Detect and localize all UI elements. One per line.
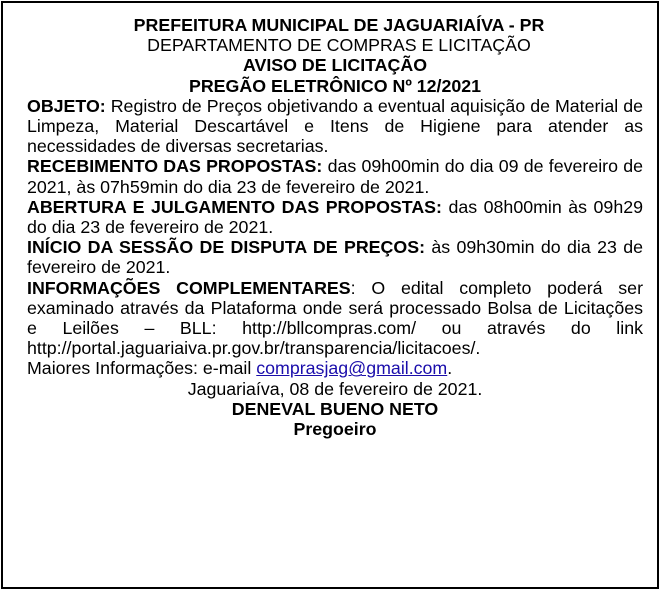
place-date: Jaguariaíva, 08 de fevereiro de 2021. [187, 378, 483, 399]
inicio-label: INÍCIO DA SESSÃO DE DISPUTA DE PREÇOS: [27, 237, 425, 258]
objeto-text: Registro de Preços objetivando a eventual aquisição de Material de Limpeza, Material Descartável e Itens de Higiene para atender as necessidades de diversas secretarias. [27, 95, 643, 157]
email-link[interactable]: comprasjag@gmail.com [256, 358, 448, 379]
objeto-paragraph [27, 96, 643, 157]
inicio-text: às 09h30min do dia 23 de fevereiro de 2021. [27, 237, 643, 278]
department-name: DEPARTAMENTO DE COMPRAS E LICITAÇÃO [147, 35, 531, 56]
informacoes-paragraph [27, 278, 643, 359]
signatory-role: Pregoeiro [293, 419, 377, 440]
inicio-paragraph [27, 237, 643, 277]
recebimento-label: RECEBIMENTO DAS PROPOSTAS: [27, 156, 323, 177]
licitation-notice [1, 1, 659, 589]
contact-suffix: . [447, 358, 453, 379]
procedure-number: PREGÃO ELETRÔNICO Nº 12/2021 [188, 75, 482, 96]
recebimento-text: das 09h00min do dia 09 de fevereiro de 2021, às 07h59min do dia 23 de fevereiro de 2021. [27, 156, 643, 197]
institution-title: PREFEITURA MUNICIPAL DE JAGUARIAÍVA - PR [133, 15, 545, 35]
informacoes-text: : O edital completo poderá ser examinado através da Plataforma onde será processado Bolsa de Licitações e Leilões – BLL: http://bllcompras.com/ ou através do link http://portal.jaguariaiva.pr.gov.br/transparencia/licitacoes/. [27, 277, 643, 359]
signatory-name: DENEVAL BUENO NETO [231, 398, 439, 419]
contact-line [27, 358, 643, 378]
informacoes-label: INFORMAÇÕES COMPLEMENTARES [27, 277, 351, 298]
notice-content [27, 15, 643, 439]
abertura-label: ABERTURA E JULGAMENTO DAS PROPOSTAS: [27, 196, 442, 217]
abertura-paragraph [27, 197, 643, 237]
contact-prefix: Maiores Informações: e-mail [27, 358, 257, 379]
recebimento-paragraph [27, 156, 643, 196]
notice-type: AVISO DE LICITAÇÃO [242, 55, 428, 76]
abertura-text: das 08h00min às 09h29 do dia 23 de fevereiro de 2021. [27, 196, 643, 238]
objeto-label: OBJETO: [27, 95, 106, 116]
